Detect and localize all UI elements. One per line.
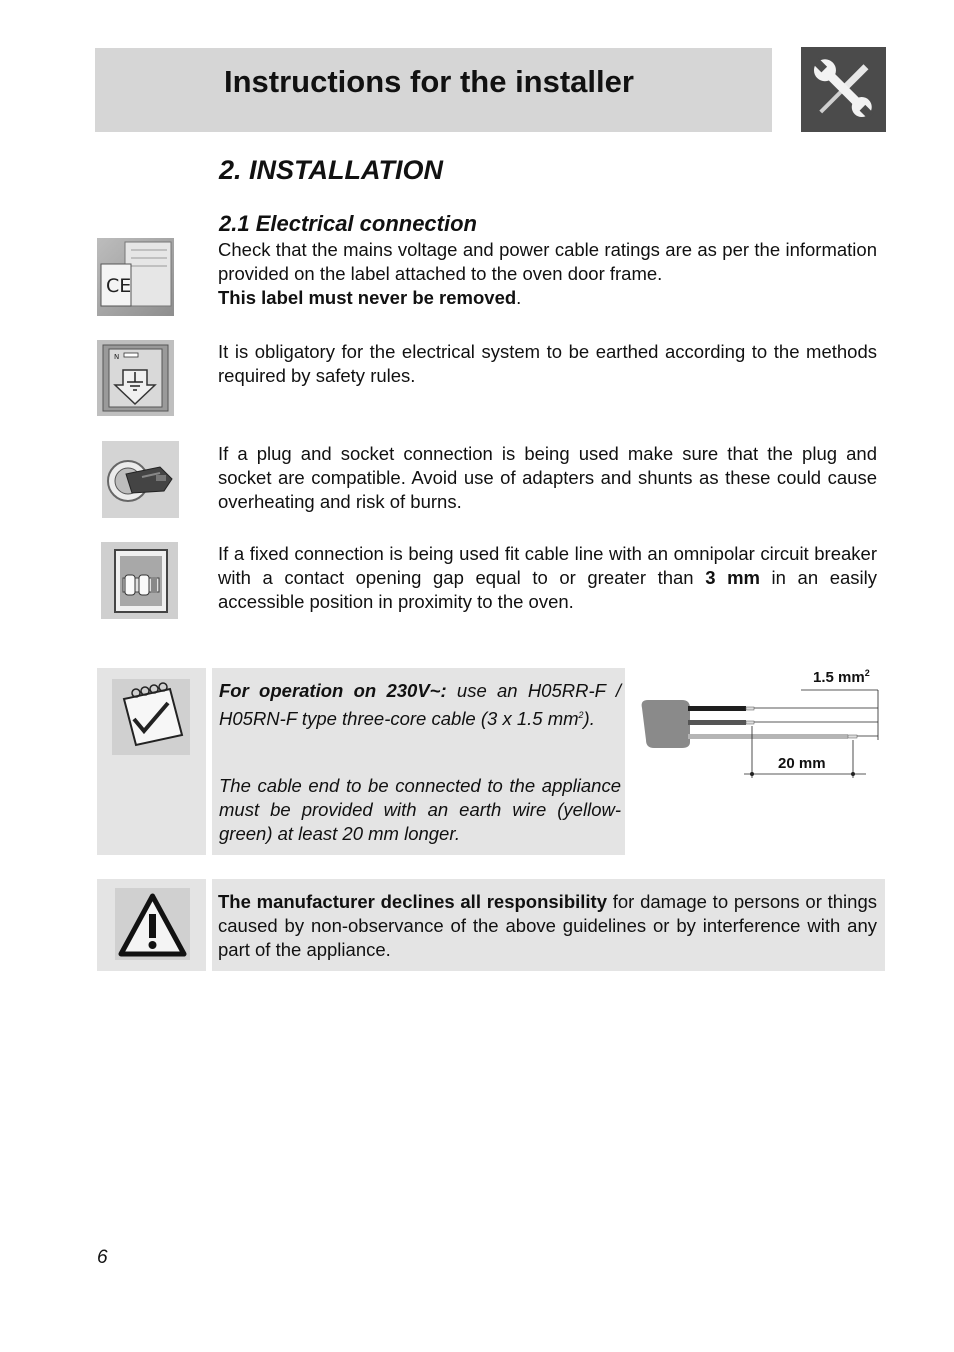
section-title: 2. INSTALLATION xyxy=(219,155,443,185)
fixed-connection-paragraph xyxy=(218,542,877,614)
fixed-text-pre: If a fixed connection is being used fit cable line with an omnipolar circuit breaker with a contact opening gap equal to or greater than xyxy=(218,543,877,588)
warning-triangle-icon xyxy=(115,888,190,960)
note-lead-rest: use an H05RR-F / H05RN-F type three-core cable (3 x 1.5 mm xyxy=(219,680,622,730)
plug-socket-paragraph: If a plug and socket connection is being used make sure that the plug and socket are compatible. Avoid use of adapters and shunts as these could cause overheating and risk of burns. xyxy=(218,443,877,512)
circuit-breaker-icon xyxy=(101,542,178,619)
plug-socket-icon xyxy=(102,441,179,518)
cable-length-label: 20 mm xyxy=(778,755,826,772)
note-earth-wire-paragraph: The cable end to be connected to the appliance must be provided with an earth wire (yellow-green) at least 20 mm longer. xyxy=(219,775,621,844)
warning-bold: The manufacturer declines all responsibility xyxy=(218,891,607,912)
svg-text:CE: CE xyxy=(106,275,132,297)
fixed-text-bold: 3 mm xyxy=(705,567,760,588)
earth-symbol-icon xyxy=(97,340,174,416)
wrench-screwdriver-icon xyxy=(801,47,886,132)
page-number: 6 xyxy=(97,1247,108,1268)
svg-text:N: N xyxy=(114,353,120,361)
cable-section-label xyxy=(813,668,870,686)
page-header-title: Instructions for the installer xyxy=(224,64,634,99)
note-lead-bold: For operation on 230V~: xyxy=(219,680,447,701)
fixed-text-post: in an easily accessible position in proximity to the oven. xyxy=(218,567,878,612)
ce-label-icon xyxy=(97,238,174,316)
note-lead-sup: 2 xyxy=(578,710,584,720)
label-warning-end: . xyxy=(516,287,522,308)
cable-section-text: 1.5 mm xyxy=(813,669,865,686)
label-check-text: Check that the mains voltage and power cable ratings are as per the information provided on the label attached to the oven door frame. xyxy=(218,239,877,284)
label-warning-text: This label must never be removed xyxy=(218,287,517,308)
warning-paragraph xyxy=(218,890,877,962)
warning-rest: for damage to persons or things caused by non-observance of the above guidelines or by interference with any part of the appliance. xyxy=(218,891,877,960)
subsection-title: 2.1 Electrical connection xyxy=(219,211,477,236)
label-check-paragraph xyxy=(218,238,877,310)
note-cable-paragraph xyxy=(219,679,621,731)
note-lead-end: ). xyxy=(583,708,595,730)
notepad-check-icon xyxy=(112,679,190,755)
cable-section-sup: 2 xyxy=(864,668,870,678)
earthing-paragraph: It is obligatory for the electrical system to be earthed according to the methods required by safety rules. xyxy=(218,341,877,386)
